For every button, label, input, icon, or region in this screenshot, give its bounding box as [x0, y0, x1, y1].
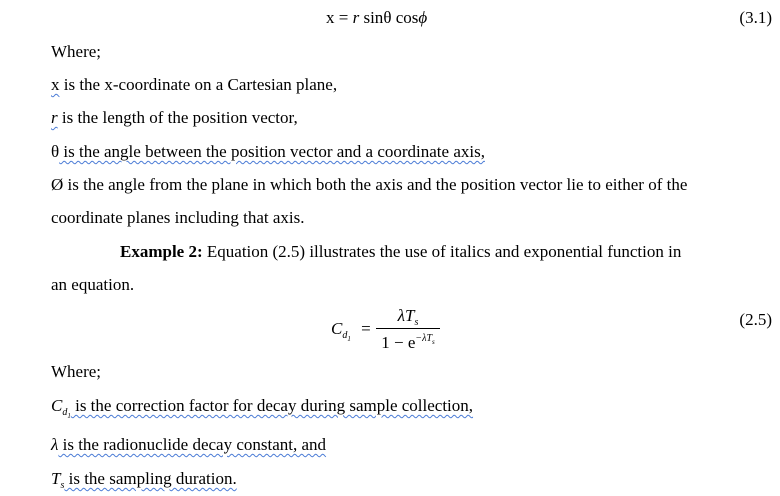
definition-phi-continued-text: coordinate planes including that axis.	[51, 208, 305, 227]
eq25-sub-d: d1	[342, 330, 351, 343]
eq25-fraction-bar	[376, 328, 440, 329]
eq-r: r	[352, 8, 360, 27]
equation-2-5-fraction	[376, 307, 440, 351]
equation-2-5-lhs	[331, 319, 371, 349]
definition-Cd1-text: is the correction factor for decay during sample collection,	[70, 396, 474, 415]
eq25-numerator: $\lambda T_s$	[397, 306, 419, 328]
definition-phi-text: is the angle from the plane in which both the axis and the position vector lie to either of the	[63, 175, 688, 194]
example-2-line-1	[120, 242, 681, 262]
definition-phi-continued	[51, 208, 305, 228]
eq-theta: θ	[383, 8, 392, 27]
eq-equals: =	[338, 8, 349, 27]
definition-Cd1: $C_{d_1}$ is the correction factor for decay during sample collection,	[51, 396, 474, 420]
example-2-line-2: an equation.	[51, 275, 135, 294]
definition-r	[51, 108, 298, 128]
eq25-equals: =	[361, 319, 371, 338]
definition-lambda-text: is the radionuclide decay constant, and	[58, 435, 327, 454]
symbol-phi: Ø	[51, 175, 64, 194]
symbol-x: x	[51, 75, 60, 94]
definition-theta	[51, 142, 485, 162]
definition-x-text: is the x-coordinate on a Cartesian plane,	[59, 75, 338, 94]
symbol-lambda: λ	[51, 435, 59, 454]
eq25-denominator: $1 - e^{-\lambda T_s}$	[381, 333, 435, 352]
definition-x	[51, 75, 337, 95]
example-2-text: Equation (2.5) illustrates the use of italics and exponential function in	[202, 242, 682, 261]
where-label-1: Where;	[51, 42, 102, 61]
eq-phi: ϕ	[418, 8, 428, 27]
where-label-2: Where;	[51, 362, 102, 381]
eq-x: x	[326, 8, 335, 27]
eq-sin: sin	[363, 8, 384, 27]
definition-Ts: $T_s$ is the sampling duration.	[51, 469, 237, 491]
equation-number-2-5: (2.5)	[739, 310, 772, 329]
symbol-Cd1: C	[51, 396, 63, 415]
definition-theta-text: is the angle between the position vector and a coordinate axis,	[59, 142, 485, 161]
equation-3-1	[326, 8, 427, 28]
eq25-C: C	[331, 319, 343, 338]
definition-Ts-text: is the sampling duration.	[64, 469, 237, 488]
example-2-label: Example 2:	[120, 242, 203, 261]
equation-number-3-1: (3.1)	[739, 8, 772, 27]
definition-phi	[51, 175, 687, 195]
definition-lambda	[51, 435, 326, 455]
symbol-Ts: T	[51, 469, 61, 488]
symbol-r: r	[51, 108, 58, 127]
symbol-theta: θ	[51, 142, 60, 161]
definition-r-text: is the length of the position vector,	[57, 108, 298, 127]
eq-cos: cos	[395, 8, 419, 27]
